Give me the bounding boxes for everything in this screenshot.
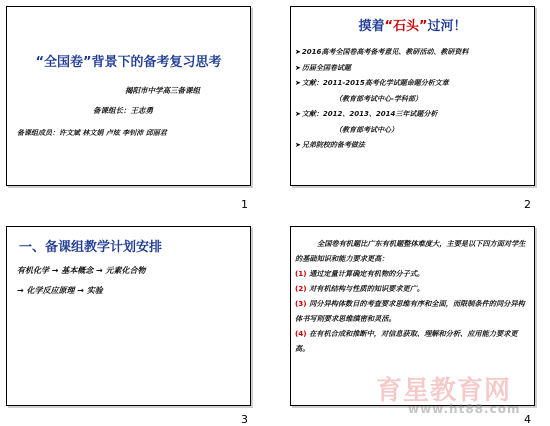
list-item	[295, 92, 532, 108]
slide-4-intro: 全国卷有机题比广东有机题整体难度大，主要是以下四方面对学生的基础知识和能力要求更高：	[295, 239, 526, 263]
list-item-text: 对有机结构与性质的知识要求更广。	[306, 284, 425, 293]
arrow-bullet-icon: ➤	[295, 79, 301, 87]
list-item	[295, 61, 532, 77]
slide-2-list	[295, 45, 532, 154]
watermark-url: www.ht88.com	[408, 402, 521, 416]
list-item	[295, 45, 532, 61]
list-item-text: 通过定量计算确定有机物的分子式。	[306, 269, 425, 278]
list-item	[295, 296, 531, 326]
slide-2-title-pre: 摸着	[358, 19, 385, 34]
page-number-1: 1	[241, 198, 248, 211]
list-item-text: 同分异构体数目的考查要求思维有序和全面，而限制条件的同分异构体书写则要求思维缜密和灵活。	[295, 299, 525, 323]
page-number-3: 3	[241, 413, 248, 426]
list-item-text: 文献：2012、2013、2014三年试题分析	[301, 110, 438, 118]
list-item	[295, 76, 532, 92]
arrow-bullet-icon: ➤	[295, 48, 301, 56]
list-item-text: （教育部考试中心）	[335, 125, 398, 134]
list-item	[295, 326, 531, 356]
slide-1-title: “全国卷”背景下的备考复习思考	[35, 55, 222, 70]
list-item	[295, 138, 532, 154]
slide-3-sequence-line-1: 有机化学 → 基本概念 → 元素化合物	[17, 266, 146, 275]
watermark-logo: 育星教育网	[376, 376, 512, 406]
slide-2-title	[291, 15, 534, 34]
item-number: (1)	[295, 269, 307, 278]
slide-2-title-highlight: “石头”	[384, 19, 428, 34]
list-item-text: 兄弟院校的备考做法	[301, 141, 365, 149]
item-number: (3)	[295, 299, 307, 308]
slide-2	[290, 6, 535, 186]
arrow-bullet-icon: ➤	[295, 110, 301, 118]
slide-3-sequence-line-2: → 化学反应原理 → 实验	[17, 286, 103, 295]
arrow-bullet-icon: ➤	[295, 141, 301, 149]
list-item-text: 历届全国卷试题	[301, 63, 351, 72]
item-number: (2)	[295, 284, 307, 293]
list-item-text: （教育部考试中心-学科部）	[335, 94, 422, 103]
item-number: (4)	[295, 329, 307, 338]
slide-2-title-post: 过河！	[427, 19, 467, 34]
list-item	[295, 123, 532, 139]
list-item	[295, 281, 531, 296]
list-item	[295, 107, 532, 123]
list-item	[295, 266, 531, 281]
slide-3-title: 一、备课组教学计划安排	[19, 240, 163, 255]
slide-1-group-members: 备课组成员：许文斌 林文娟 卢炫 李钊沛 邱丽君	[17, 129, 167, 137]
slide-1	[6, 6, 251, 186]
slide-4-body	[295, 236, 531, 356]
list-item-text: 文献：2011-2015高考化学试题命题分析文章	[301, 79, 449, 87]
slide-1-subtitle: 揭阳市中学高三备课组	[125, 86, 200, 95]
page-number-4: 4	[524, 413, 531, 426]
slide-3	[6, 226, 251, 406]
page-number-2: 2	[524, 198, 531, 211]
list-item-text: 在有机合成和推断中，对信息获取、理解和分析、应用能力要求更高。	[295, 329, 518, 353]
arrow-bullet-icon: ➤	[295, 63, 301, 72]
list-item-text: 2016高考全国卷高考备考意见、教研活动、教研资料	[301, 48, 469, 56]
slide-1-group-leader: 备课组长：王志勇	[93, 106, 153, 115]
